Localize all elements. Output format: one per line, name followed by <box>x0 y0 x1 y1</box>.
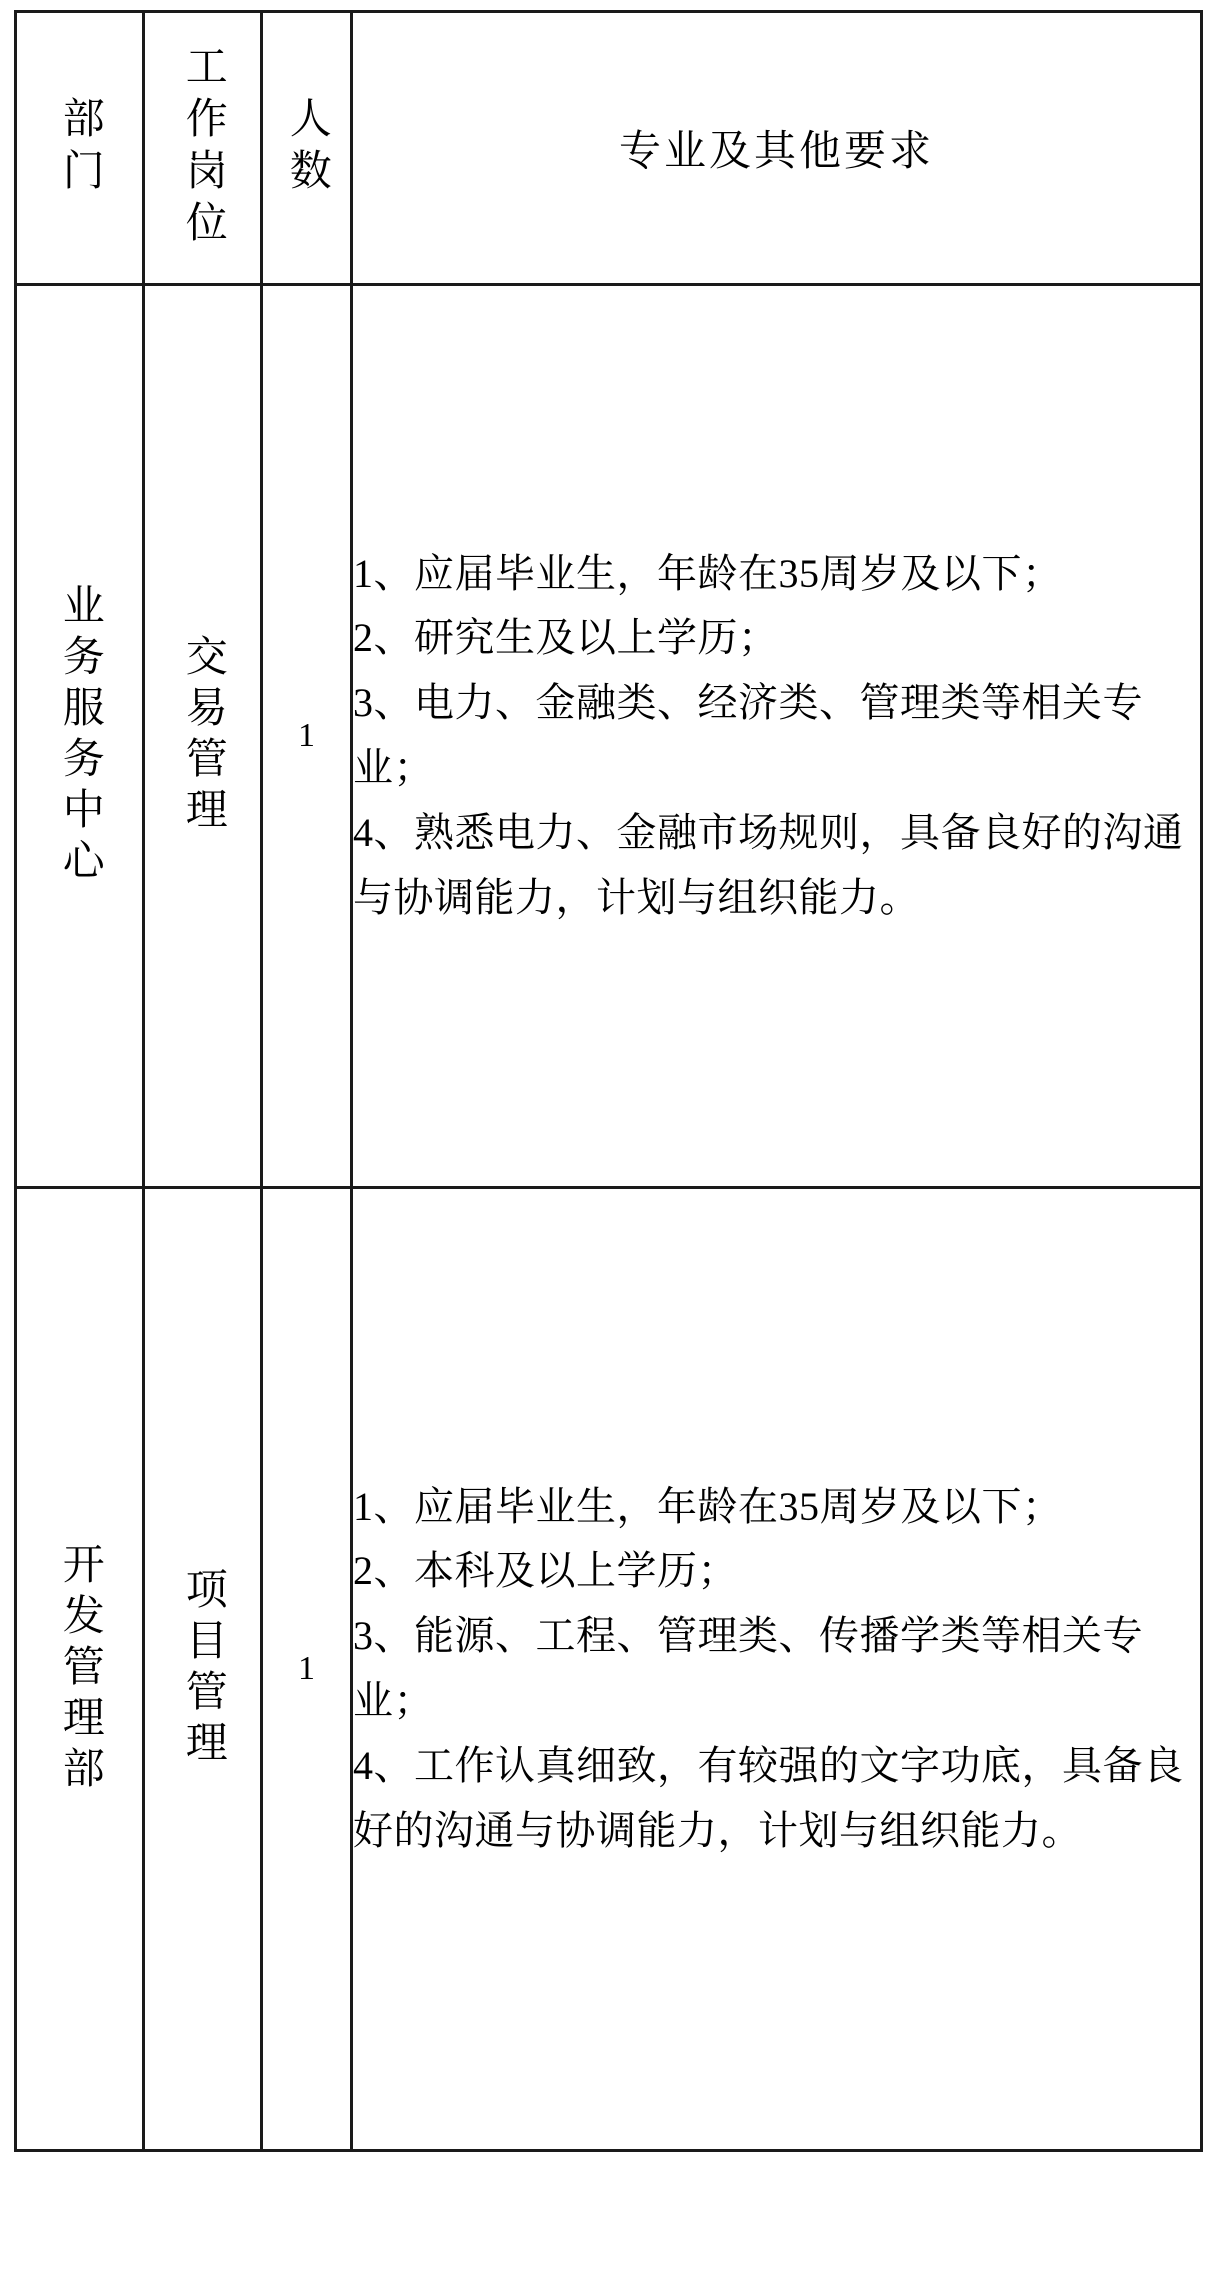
header-count-label: 人数 <box>283 96 330 200</box>
requirement-item: 3、电力、金融类、经济类、管理类等相关专业； <box>353 680 1143 790</box>
header-count <box>262 12 352 285</box>
header-requirements: 专业及其他要求 <box>352 12 1202 285</box>
row-requirements <box>352 1188 1202 2151</box>
row-department-label: 业务服务中心 <box>56 583 103 889</box>
row-department <box>16 1188 144 2151</box>
recruitment-table <box>14 10 1203 2152</box>
header-position <box>144 12 262 285</box>
row-count: 1 <box>262 1188 352 2151</box>
row-position <box>144 1188 262 2151</box>
requirement-item: 2、本科及以上学历； <box>353 1548 738 1594</box>
row-department <box>16 285 144 1188</box>
requirement-item: 1、应届毕业生，年龄在35周岁及以下； <box>353 550 1063 596</box>
table-row <box>16 1188 1202 2151</box>
requirement-item: 3、能源、工程、管理类、传播学类等相关专业； <box>353 1613 1143 1723</box>
requirement-item: 2、研究生及以上学历； <box>353 615 779 661</box>
header-department <box>16 12 144 285</box>
row-position-label: 交易管理 <box>179 634 226 838</box>
row-department-label: 开发管理部 <box>56 1541 103 1797</box>
row-requirements <box>352 285 1202 1188</box>
row-count: 1 <box>262 285 352 1188</box>
requirement-item: 4、熟悉电力、金融市场规则，具备良好的沟通与协调能力，计划与组织能力。 <box>353 809 1184 920</box>
row-position-label: 项目管理 <box>179 1567 226 1771</box>
table-row <box>16 285 1202 1188</box>
requirement-item: 4、工作认真细致，有较强的文字功底，具备良好的沟通与协调能力，计划与组织能力。 <box>353 1742 1184 1853</box>
row-position <box>144 285 262 1188</box>
requirement-item: 1、应届毕业生，年龄在35周岁及以下； <box>353 1483 1063 1529</box>
header-department-label: 部门 <box>56 96 103 200</box>
header-position-label: 工作岗位 <box>179 44 226 252</box>
table-header-row <box>16 12 1202 285</box>
